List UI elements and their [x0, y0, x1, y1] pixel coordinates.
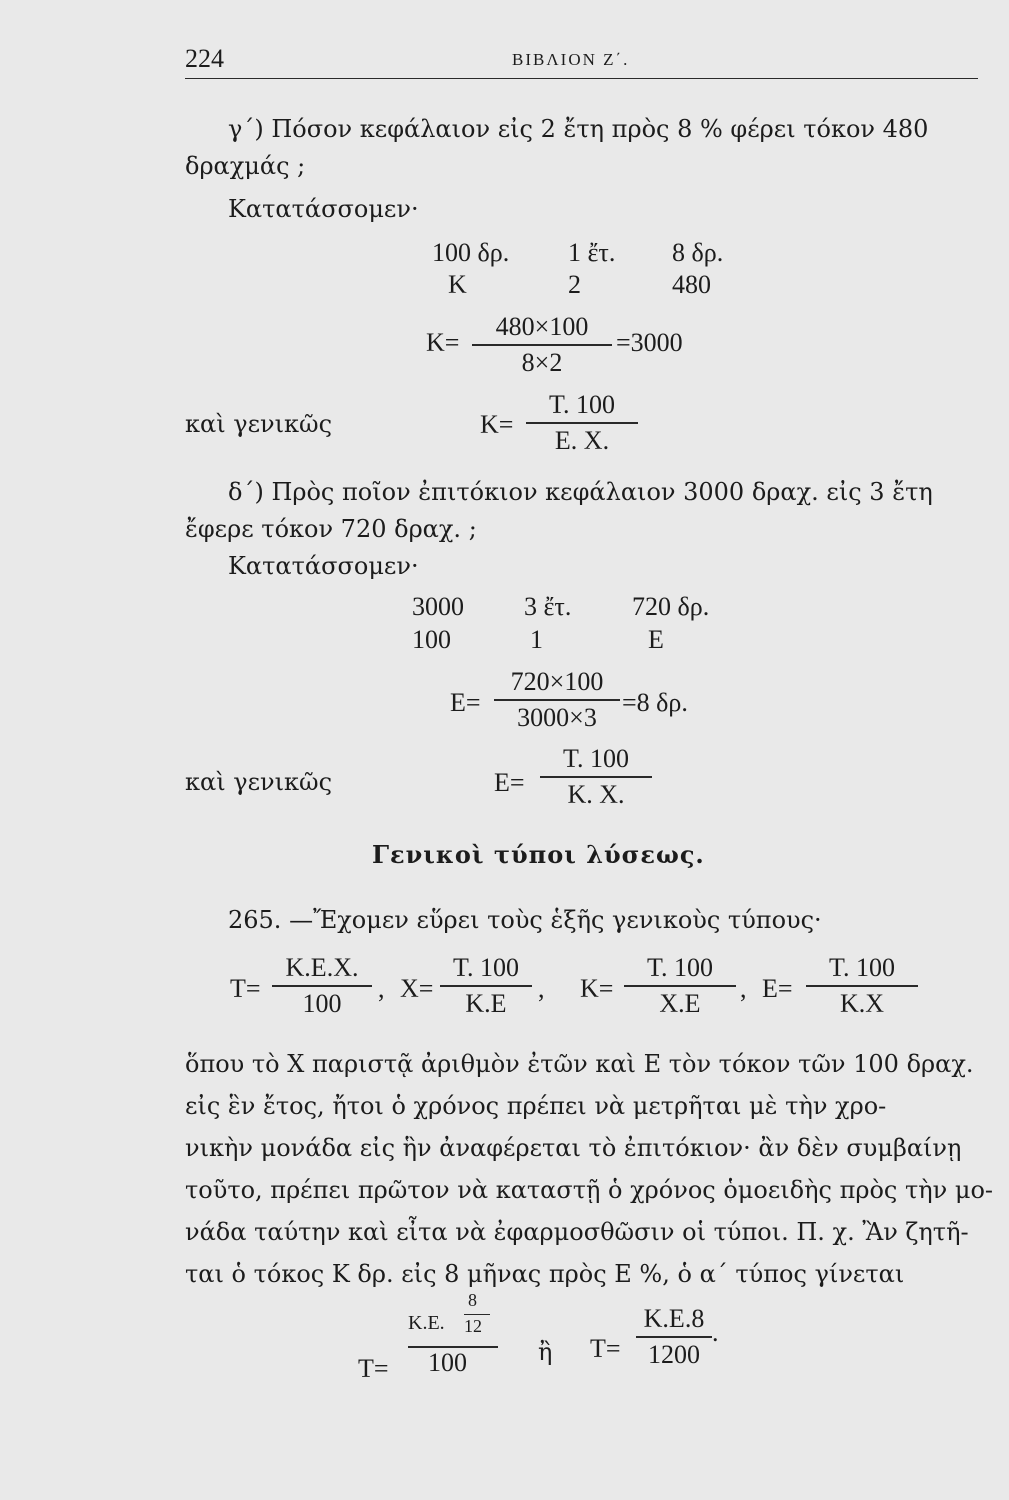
- running-title: ΒΙΒΛΙΟΝ Ζ΄.: [512, 50, 630, 69]
- problem-c-calc-denominator: 8×2: [521, 348, 563, 377]
- formula-k-denominator: Χ.Ε: [659, 989, 701, 1018]
- problem-c-general-fraction: [526, 390, 638, 456]
- problem-c-general-numerator: Τ. 100: [526, 390, 638, 424]
- formula-t-denominator: 100: [302, 989, 342, 1018]
- problem-d-row2-c: Ε: [648, 625, 664, 654]
- final-lhs-2: Τ=: [590, 1334, 621, 1363]
- final-num1-prefix: Κ.Ε.: [408, 1312, 445, 1334]
- formula-k-sep: ,: [740, 974, 747, 1003]
- problem-d-general-denominator: Κ. Χ.: [567, 780, 625, 809]
- final-den1: 100: [428, 1348, 467, 1377]
- problem-c-row1-a: 100 δρ.: [432, 238, 510, 267]
- problem-d-row1-b: 3 ἔτ.: [524, 592, 572, 621]
- body-line-5: νάδα ταύτην καὶ εἶτα νὰ ἐφαρμοσθῶσιν οἱ τύποι. Π. χ. Ἂν ζητῆ-: [185, 1218, 969, 1246]
- problem-d-calc-denominator: 3000×3: [517, 703, 597, 732]
- problem-c-row2-a: Κ: [448, 270, 467, 299]
- formula-x-fraction: [440, 953, 532, 1019]
- problem-d-row1-a: 3000: [412, 592, 464, 621]
- problem-d-line1: δ΄) Πρὸς ποῖον ἐπιτόκιον κεφάλαιον 3000 δραχ. εἰς 3 ἔτη: [228, 478, 933, 506]
- problem-c-calc-lhs: Κ=: [426, 328, 460, 357]
- problem-d-calc-result: =8 δρ.: [622, 688, 688, 717]
- problem-d-general-lhs: Ε=: [494, 768, 525, 797]
- formula-e-numerator: Τ. 100: [806, 953, 918, 987]
- final-lhs-1: Τ=: [358, 1354, 389, 1383]
- formula-t-fraction: [272, 953, 372, 1019]
- problem-d-general-label: καὶ γενικῶς: [185, 768, 333, 796]
- final-num1-small-num: 8: [468, 1290, 477, 1310]
- problem-c-line2: δραχμάς ;: [185, 152, 306, 180]
- formula-k-numerator: Τ. 100: [624, 953, 736, 987]
- section-intro: 265. —Ἔχομεν εὕρει τοὺς ἑξῆς γενικοὺς τύπους·: [228, 906, 822, 934]
- final-num2: Κ.Ε.8: [636, 1304, 712, 1338]
- page-number: 224: [185, 44, 224, 73]
- problem-d-row2-a: 100: [412, 625, 451, 654]
- problem-c-row1-c: 8 δρ.: [672, 238, 724, 267]
- formula-e-lhs: Ε=: [762, 974, 793, 1003]
- final-or: ἢ: [538, 1338, 553, 1366]
- body-line-6: ται ὁ τόκος Κ δρ. εἰς 8 μῆνας πρὸς Ε %, ὁ α΄ τύπος γίνεται: [185, 1260, 905, 1288]
- body-line-2: εἰς ἓν ἔτος, ἤτοι ὁ χρόνος πρέπει νὰ μετρῆται μὲ τὴν χρο-: [185, 1092, 887, 1120]
- problem-c-row2-c: 480: [672, 270, 711, 299]
- problem-d-general-fraction: [540, 744, 652, 810]
- body-line-1: ὅπου τὸ Χ παριστᾷ ἀριθμὸν ἐτῶν καὶ Ε τὸν τόκον τῶν 100 δραχ.: [185, 1050, 974, 1078]
- body-line-3: νικὴν μονάδα εἰς ἣν ἀναφέρεται τὸ ἐπιτόκιον· ἂν δὲν συμβαίνῃ: [185, 1134, 962, 1162]
- formula-x-lhs: Χ=: [400, 974, 434, 1003]
- final-den2: 1200: [648, 1340, 700, 1369]
- problem-c-row2-b: 2: [568, 270, 581, 299]
- problem-c-calc-numerator: 480×100: [472, 312, 612, 346]
- problem-d-calc-numerator: 720×100: [494, 667, 620, 701]
- header-rule: [185, 78, 978, 79]
- problem-d-row2-b: 1: [530, 625, 543, 654]
- problem-c-intro: Κατατάσσομεν·: [228, 195, 419, 223]
- formula-x-numerator: Τ. 100: [440, 953, 532, 987]
- problem-d-calc-fraction: [494, 667, 620, 733]
- problem-d-calc-lhs: Ε=: [450, 688, 481, 717]
- formula-e-denominator: Κ.Χ: [839, 989, 885, 1018]
- final-end-period: .: [712, 1318, 719, 1347]
- final-fraction-2: [636, 1304, 712, 1370]
- final-num1-small-den: 12: [464, 1316, 482, 1336]
- formula-t-numerator: Κ.Ε.Χ.: [272, 953, 372, 987]
- final-num1-small-bar: [464, 1314, 490, 1315]
- problem-c-line1: γ΄) Πόσον κεφάλαιον εἰς 2 ἔτη πρὸς 8 % φέρει τόκον 480: [228, 115, 929, 143]
- problem-d-line2: ἔφερε τόκον 720 δραχ. ;: [185, 515, 477, 543]
- problem-d-row1-c: 720 δρ.: [632, 592, 710, 621]
- problem-c-general-label: καὶ γενικῶς: [185, 410, 333, 438]
- formula-e-fraction: [806, 953, 918, 1019]
- formula-k-fraction: [624, 953, 736, 1019]
- section-heading: Γενικοὶ τύποι λύσεως.: [372, 840, 705, 869]
- problem-c-calc-result: =3000: [616, 328, 683, 357]
- problem-c-row1-b: 1 ἔτ.: [568, 238, 616, 267]
- problem-d-general-numerator: Τ. 100: [540, 744, 652, 778]
- formula-t-lhs: Τ=: [230, 974, 261, 1003]
- formula-x-sep: ,: [538, 974, 545, 1003]
- problem-c-calc-fraction: [472, 312, 612, 378]
- formula-t-sep: ,: [378, 974, 385, 1003]
- formula-k-lhs: Κ=: [580, 974, 614, 1003]
- problem-c-general-lhs: Κ=: [480, 410, 514, 439]
- formula-x-denominator: Κ.Ε: [465, 989, 507, 1018]
- problem-c-general-denominator: Ε. Χ.: [554, 426, 610, 455]
- final-fraction-1: [406, 1290, 502, 1380]
- body-line-4: τοῦτο, πρέπει πρῶτον νὰ καταστῇ ὁ χρόνος ὁμοειδὴς πρὸς τὴν μο-: [185, 1176, 994, 1204]
- problem-d-intro: Κατατάσσομεν·: [228, 552, 419, 580]
